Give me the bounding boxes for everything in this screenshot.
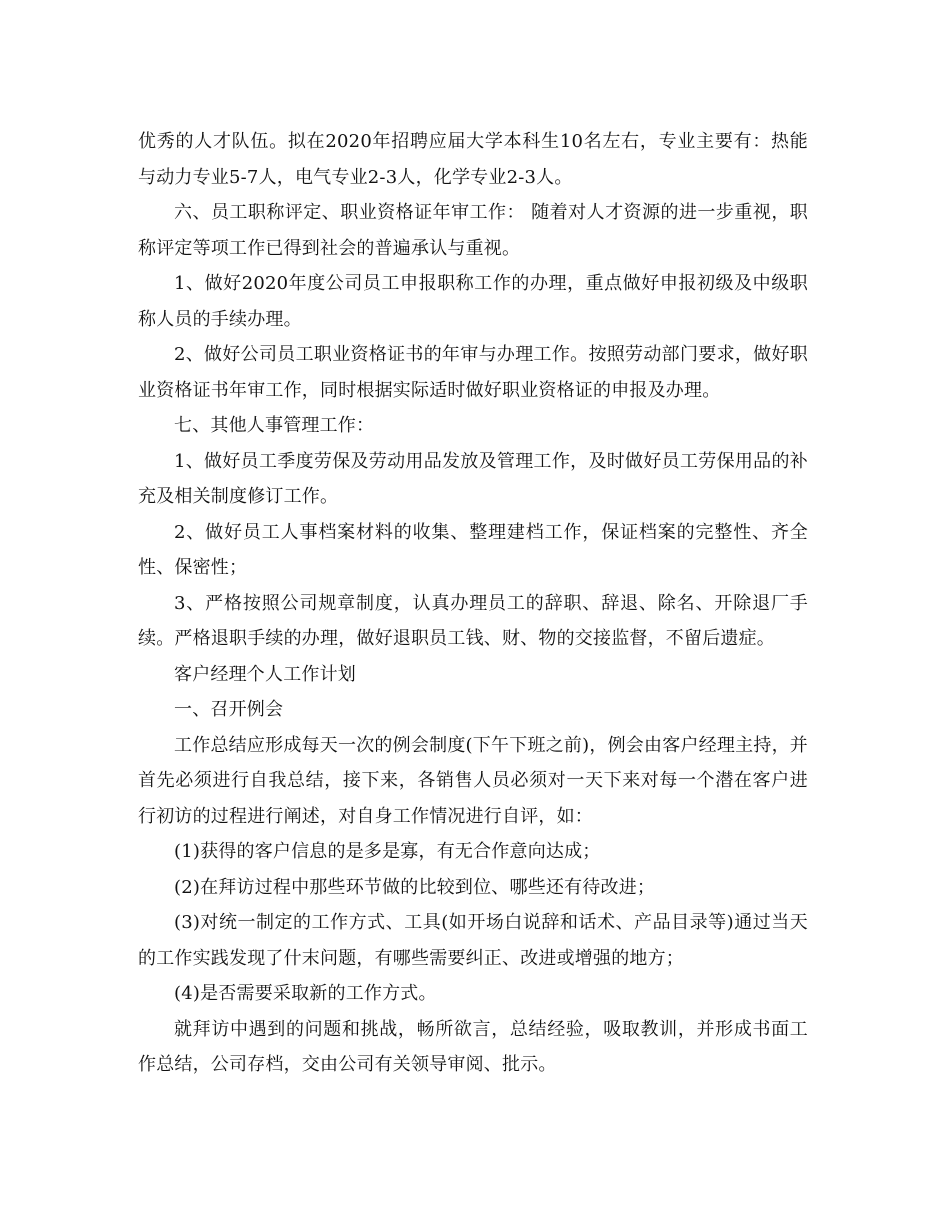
list-item-paragraph: (1)获得的客户信息的是多是寡，有无合作意向达成； (174, 841, 601, 862)
list-item-paragraph: 1、做好2020年度公司员工申报职称工作的办理，重点做好申报初级及中级职称人员的手续办理。 (138, 273, 808, 330)
section-heading: 七、其他人事管理工作： (174, 415, 375, 436)
list-item-paragraph: (3)对统一制定的工作方式、工具(如开场白说辞和话术、产品目录等)通过当天的工作实践发现了什末问题，有哪些需要纠正、改进或增强的地方； (138, 912, 808, 969)
list-item-paragraph: (2)在拜访过程中那些环节做的比较到位、哪些还有待改进； (174, 876, 656, 898)
paragraph: 就拜访中遇到的问题和挑战，畅所欲言，总结经验，吸取教训，并形成书面工作总结，公司存档，交由公司有关领导审阅、批示。 (138, 1018, 808, 1075)
paragraph: 工作总结应形成每天一次的例会制度(下午下班之前)，例会由客户经理主持，并首先必须进行自我总结，接下来，各销售人员必须对一天下来对每一个潜在客户进行初访的过程进行阐述，对自身工作情况进行自评，如： (138, 734, 808, 827)
list-item-paragraph: (4)是否需要采取新的工作方式。 (174, 983, 437, 1004)
section-heading-paragraph: 六、员工职称评定、职业资格证年审工作： 随着对人才资源的进一步重视，职称评定等项工作已得到社会的普遍承认与重视。 (138, 202, 808, 259)
list-item-paragraph: 2、做好公司员工职业资格证书的年审与办理工作。按照劳动部门要求，做好职业资格证书年审工作，同时根据实际适时做好职业资格证的申报及办理。 (138, 344, 808, 401)
list-item-paragraph: 2、做好员工人事档案材料的收集、整理建档工作，保证档案的完整性、齐全性、保密性； (138, 521, 808, 578)
document-body (138, 124, 808, 1083)
list-item-paragraph: 3、严格按照公司规章制度，认真办理员工的辞职、辞退、除名、开除退厂手续。严格退职手续的办理，做好退职员工钱、财、物的交接监督，不留后遗症。 (138, 592, 808, 649)
document-title: 客户经理个人工作计划 (174, 663, 356, 685)
list-item-paragraph: 1、做好员工季度劳保及劳动用品发放及管理工作，及时做好员工劳保用品的补充及相关制度修订工作。 (138, 450, 808, 507)
section-heading: 一、召开例会 (174, 699, 284, 720)
paragraph: 优秀的人才队伍。拟在2020年招聘应届大学本科生10名左右，专业主要有：热能与动力专业5-7人，电气专业2-3人，化学专业2-3人。 (138, 131, 808, 188)
